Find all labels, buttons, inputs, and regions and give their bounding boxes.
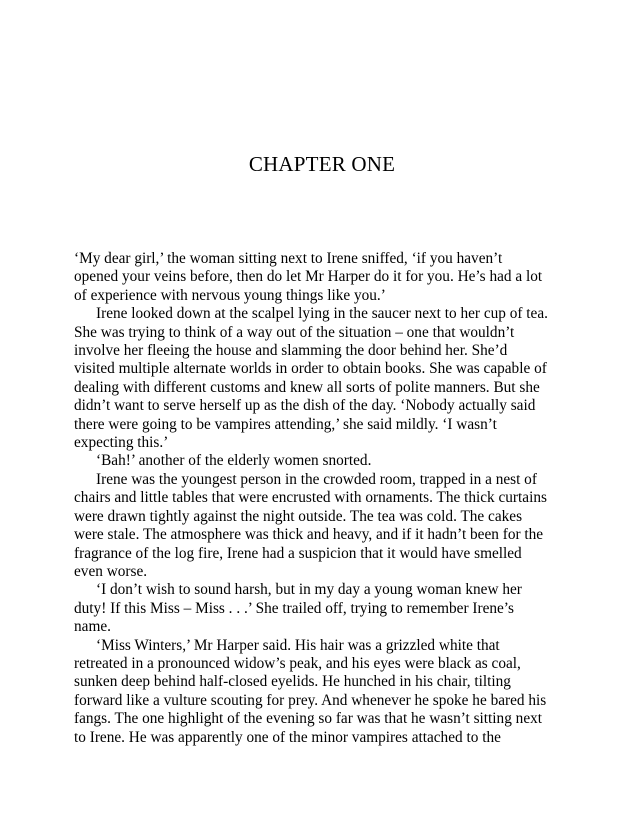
text-line: ‘Miss Winters,’ Mr Harper said. His hair was a grizzled white that (96, 636, 500, 654)
text-line: forward like a vulture scouting for prey. And whenever he spoke he bared his (74, 691, 547, 709)
text-line: She was trying to think of a way out of the situation – one that wouldn’t (74, 323, 515, 341)
text-line: expecting this.’ (74, 434, 169, 452)
text-line: there were going to be vampires attending,’ she said mildly. ‘I wasn’t (74, 415, 497, 433)
text-line: ‘My dear girl,’ the woman sitting next to Irene sniffed, ‘if you haven’t (74, 250, 503, 267)
paragraph (74, 471, 574, 581)
text-line: ‘I don’t wish to sound harsh, but in my day a young woman knew her (96, 581, 522, 599)
text-line: opened your veins before, then do let Mr Harper do it for you. He’s had a lot (74, 268, 543, 286)
text-line: fragrance of the log fire, Irene had a suspicion that it would have smelled (74, 544, 522, 562)
text-line: were stale. The atmosphere was thick and heavy, and if it hadn’t been for the (74, 526, 544, 544)
text-line: visited multiple alternate worlds in order to obtain books. She was capable of (74, 360, 547, 378)
text-line: dealing with different customs and knew all sorts of polite manners. But she (74, 378, 540, 396)
text-line: of experience with nervous young things like you.’ (74, 286, 386, 304)
text-line: to Irene. He was apparently one of the minor vampires attached to the (74, 728, 501, 746)
text-line: name. (74, 618, 111, 636)
text-line: fangs. The one highlight of the evening so far was that he wasn’t sitting next (74, 710, 543, 728)
chapter-body (74, 250, 574, 747)
text-line: even worse. (74, 562, 148, 580)
paragraph (74, 637, 574, 747)
paragraph (74, 305, 574, 452)
text-line: sunken deep behind half-closed eyelids. He hunched in his chair, tilting (74, 673, 511, 691)
text-line: Irene looked down at the scalpel lying in the saucer next to her cup of tea. (96, 305, 548, 323)
text-line: didn’t want to serve herself up as the dish of the day. ‘Nobody actually said (74, 397, 536, 415)
text-line: chairs and little tables that were encrusted with ornaments. The thick curtains (74, 489, 547, 507)
text-line: ‘Bah!’ another of the elderly women snorted. (96, 452, 372, 470)
text-line: Irene was the youngest person in the crowded room, trapped in a nest of (96, 470, 537, 488)
paragraph (74, 452, 574, 470)
paragraph (74, 250, 574, 305)
text-line: involve her fleeing the house and slamming the door behind her. She’d (74, 342, 508, 360)
paragraph (74, 581, 574, 636)
text-line: were drawn tightly against the night outside. The tea was cold. The cakes (74, 507, 523, 525)
text-line: duty! If this Miss – Miss . . .’ She trailed off, trying to remember Irene’s (74, 599, 514, 617)
chapter-title: CHAPTER ONE (248, 152, 396, 176)
text-line: retreated in a pronounced widow’s peak, and his eyes were black as coal, (74, 654, 521, 672)
